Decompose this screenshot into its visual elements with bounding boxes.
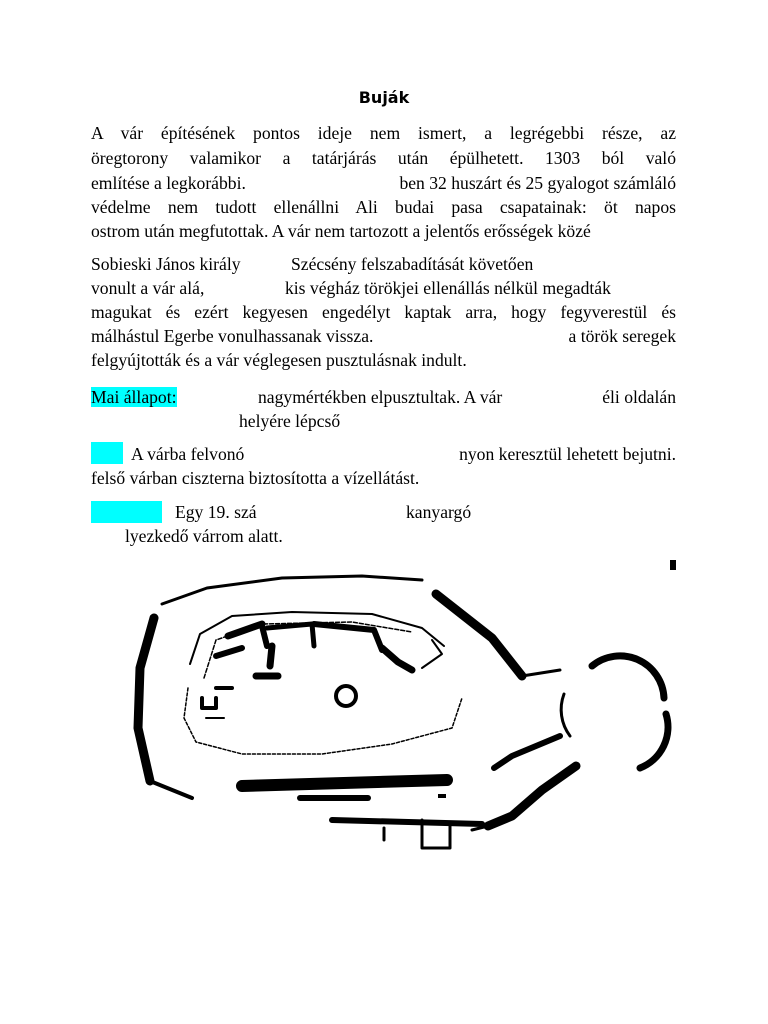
p1-line-2: öregtorony valamikor a tatárjárás után épülhetett. 1303 ból való [91, 148, 676, 168]
p2-line-4a: málhástul Egerbe vonulhassanak vissza. [91, 326, 374, 346]
p1-line-1: A vár építésének pontos ideje nem ismert, a legrégebbi része, az [91, 123, 676, 143]
document-title: Buják [358, 88, 410, 107]
p2-line-1a: Sobieski János király [91, 254, 241, 274]
p1-line-3a: említése a legkorábbi. [91, 173, 246, 193]
p3-line-2: helyére lépcső [239, 411, 341, 431]
p3-line-1b: éli oldalán [602, 387, 676, 407]
p5-line-2: lyezkedő várrom alatt. [125, 526, 283, 546]
p2-line-1b: Szécsény felszabadítását követően [291, 254, 534, 274]
p2-line-2b: kis végház törökjei ellenállás nélkül megadták [285, 278, 611, 298]
status-label-highlight: Mai állapot: [91, 387, 177, 407]
p1-line-3b: ben 32 huszárt és 25 gyalogot számláló [399, 173, 676, 193]
p5-line-1b: kanyargó [406, 502, 472, 522]
p2-line-2a: vonult a vár alá, [91, 278, 205, 298]
p2-line-4b: a török seregek [568, 326, 676, 346]
p2-line-3: magukat és ezért kegyesen engedélyt kaptak arra, hogy fegyverestül és [91, 302, 676, 322]
highlight-block [91, 442, 123, 464]
p3-line-1a: nagymértékben elpusztultak. A vár [258, 387, 503, 407]
castle-floor-plan [92, 558, 676, 870]
p4-line-2: felső várban ciszterna biztosította a vízellátást. [91, 468, 420, 488]
p1-line-5: ostrom után megfutottak. A vár nem tartozott a jelentős erősségek közé [91, 221, 591, 241]
p4-line-1b: nyon keresztül lehetett bejutni. [459, 444, 676, 464]
p2-line-5: felgyújtották és a vár véglegesen pusztulásnak indult. [91, 350, 467, 370]
highlight-block [91, 501, 162, 523]
p1-line-4: védelme nem tudott ellenállni Ali budai pasa csapatainak: öt napos [91, 197, 676, 217]
p5-line-1a: Egy 19. szá [175, 502, 257, 522]
p4-line-1a: A várba felvonó [131, 444, 245, 464]
